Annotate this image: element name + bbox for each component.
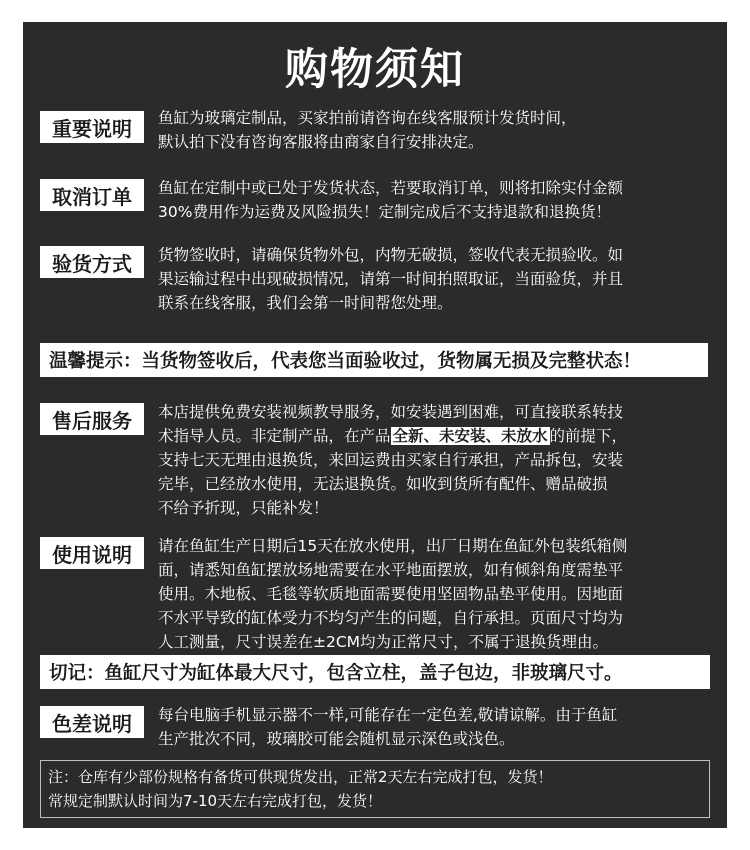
text-line: 鱼缸在定制中或已处于发货状态，若要取消订单，则将扣除实付金额 <box>158 179 624 197</box>
text-line: 使用。木地板、毛毯等软质地面需要使用坚固物品垫平使用。因地面 <box>158 585 624 603</box>
text-line: 果运输过程中出现破损情况，请第一时间拍照取证，当面验货，并且 <box>158 270 624 288</box>
text-line: 面，请悉知鱼缸摆放场地需要在水平地面摆放，如有倾斜角度需垫平 <box>158 561 624 579</box>
text-line: 人工测量，尺寸误差在±2CM均为正常尺寸，不属于退换货理由。 <box>158 633 609 651</box>
note-line: 常规定制默认时间为7-10天左右完成打包，发货！ <box>48 792 383 810</box>
note-line: 注：仓库有少部份规格有备货可供现货发出，正常2天左右完成打包，发货！ <box>48 768 553 786</box>
label-important: 重要说明 <box>40 111 144 143</box>
usage-text <box>158 534 728 654</box>
highlight-condition: 全新、未安装、未放水 <box>392 427 548 445</box>
text-segment: 的前提下， <box>549 427 628 445</box>
remember-banner: 切记：鱼缸尺寸为缸体最大尺寸，包含立柱，盖子包边，非玻璃尺寸。 <box>40 655 710 689</box>
label-cancel: 取消订单 <box>40 179 144 211</box>
page-title: 购物须知 <box>285 45 465 95</box>
text-line: 本店提供免费安装视频教导服务，如安装遇到困难，可直接联系转技 <box>158 403 624 421</box>
text-segment: 术指导人员。非定制产品，在产品 <box>158 427 391 445</box>
label-usage: 使用说明 <box>40 537 144 569</box>
label-after-sales: 售后服务 <box>40 403 144 435</box>
text-line: 生产批次不同，玻璃胶可能会随机显示深色或浅色。 <box>158 730 515 748</box>
color-difference-text <box>158 703 728 751</box>
after-sales-text <box>158 400 728 520</box>
text-line: 默认拍下没有咨询客服将由商家自行安排决定。 <box>158 133 484 151</box>
text-line: 每台电脑手机显示器不一样,可能存在一定色差,敬请谅解。由于鱼缸 <box>158 706 618 724</box>
text-line: 请在鱼缸生产日期后15天在放水使用，出厂日期在鱼缸外包装纸箱侧 <box>158 537 628 555</box>
text-line <box>158 424 728 448</box>
text-line: 不水平导致的缸体受力不均匀产生的问题，自行承担。页面尺寸均为 <box>158 609 624 627</box>
cancel-text <box>158 176 728 224</box>
text-line: 货物签收时，请确保货物外包，内物无破损，签收代表无损验收。如 <box>158 246 624 264</box>
text-line: 鱼缸为玻璃定制品，买家拍前请咨询在线客服预计发货时间， <box>158 109 577 127</box>
text-line: 完毕，已经放水使用，无法退换货。如收到货所有配件、赠品破损 <box>158 475 608 493</box>
text-line: 不给予折现，只能补发！ <box>158 499 329 517</box>
inspection-text <box>158 243 728 315</box>
text-line: 联系在线客服，我们会第一时间帮您处理。 <box>158 294 453 312</box>
text-line: 30%费用作为运费及风险损失！定制完成后不支持退款和退换货！ <box>158 203 611 221</box>
text-line: 支持七天无理由退换货，来回运费由买家自行承担，产品拆包，安装 <box>158 451 624 469</box>
important-text <box>158 106 728 154</box>
label-color-difference: 色差说明 <box>40 706 144 738</box>
label-inspection: 验货方式 <box>40 246 144 278</box>
reminder-banner: 温馨提示：当货物签收后，代表您当面验收过，货物属无损及完整状态！ <box>40 343 708 377</box>
shipping-note-box <box>40 760 710 818</box>
